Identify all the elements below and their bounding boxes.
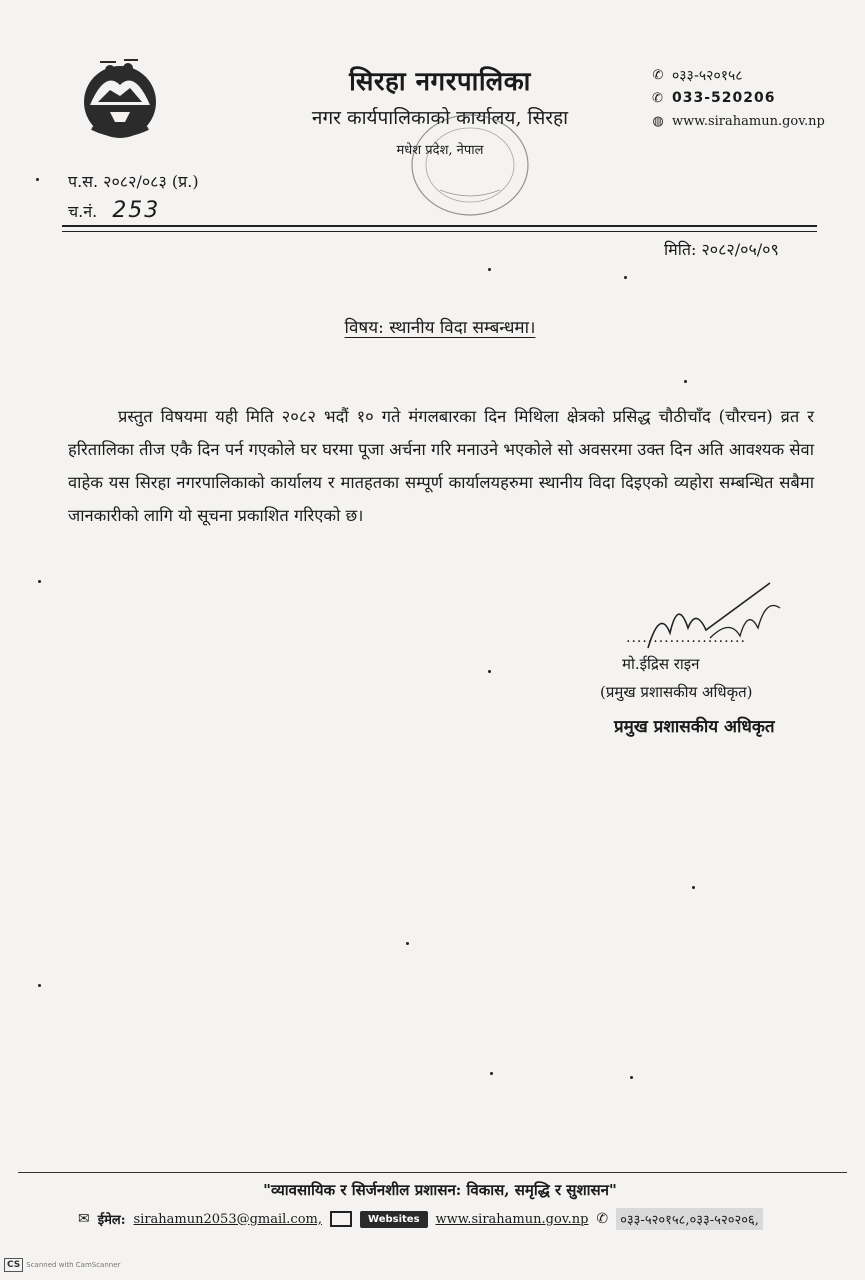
websites-label: Websites: [360, 1211, 428, 1228]
province-name: मधेश प्रदेश, नेपाल: [396, 143, 484, 158]
scan-watermark: [4, 1258, 120, 1272]
signatory-role: (प्रमुख प्रशासकीय अधिकृत): [600, 683, 753, 701]
phone-1-text: ०३३-५२०१५८: [672, 68, 743, 84]
footer-phones: ०३३-५२०१५८,०३३-५२०२०६,: [616, 1208, 763, 1230]
contact-phone-1: [650, 66, 743, 85]
footer-slogan: "व्यावसायिक र सिर्जनशील प्रशासन: विकास, समृद्धि र सुशासन": [263, 1181, 617, 1199]
phone-icon: ✆: [652, 68, 664, 83]
footer-rule: [18, 1172, 847, 1173]
monitor-icon: [330, 1211, 352, 1227]
mail-icon: ✉: [78, 1211, 90, 1227]
scan-speck: [630, 1076, 633, 1079]
national-emblem-icon: [70, 50, 170, 145]
contact-phone-2: [650, 90, 775, 106]
website-text[interactable]: www.sirahamun.gov.np: [672, 114, 825, 129]
signature-line: ......................: [626, 630, 746, 646]
signatory-name: मो.ईद्रिस राइन: [622, 655, 700, 673]
ps-value: २०८२/०८३ (प्र.): [103, 172, 199, 191]
phone-2-text: 033-520206: [672, 90, 776, 106]
email-label: ईमेल:: [97, 1213, 126, 1228]
scan-speck: [488, 268, 491, 271]
phone-icon: ✆: [596, 1211, 609, 1227]
scan-speck: [490, 1072, 493, 1075]
globe-icon: ◍: [652, 114, 664, 129]
phone-icon: ✆: [652, 90, 664, 106]
scan-speck: [488, 670, 491, 673]
scan-speck: [624, 276, 627, 279]
scan-text: Scanned with CamScanner: [26, 1261, 121, 1269]
ps-label: प.स.: [68, 172, 99, 191]
scan-speck: [692, 886, 695, 889]
cn-label: च.नं.: [68, 202, 98, 221]
org-title: सिरहा नगरपालिका: [349, 67, 531, 97]
letter-date: मिति: २०८२/०५/०९: [664, 240, 779, 259]
office-name: नगर कार्यपालिकाको कार्यालय, सिरहा: [311, 107, 569, 129]
chalani-number: [68, 198, 160, 223]
scan-speck: [684, 380, 687, 383]
contact-website: [650, 114, 825, 129]
letter-subject: विषय: स्थानीय विदा सम्बन्धमा।: [344, 318, 536, 338]
scan-speck: [406, 942, 409, 945]
letter-body: प्रस्तुत विषयमा यही मिति २०८२ भदौं १० गते मंगलबारका दिन मिथिला क्षेत्रको प्रसिद्ध चौठीचाँद (चौरचन) व्रत र हरितालिका तीज एकै दिन पर्न गएकोले घर घरमा पूजा अर्चना गरि मनाउने भएकोले सो अवसरमा उक्त दिन अति आवश्यक सेवा वाहेक यस सिरहा नगरपालिकाको कार्यालय र मातहतका सम्पूर्ण कार्यालयहरुमा स्थानीय विदा दिइएको व्यहोरा सम्बन्धित सबैमा जानकारीको लागि यो सूचना प्रकाशित गरिएको छ।: [68, 407, 814, 525]
email-link[interactable]: sirahamun2053@gmail.com,: [133, 1211, 323, 1227]
signatory-stamp: प्रमुख प्रशासकीय अधिकृत: [614, 717, 775, 737]
scan-speck: [36, 178, 39, 181]
office-stamp-icon: [400, 110, 530, 220]
scan-speck: [38, 984, 41, 987]
scan-badge: CS: [4, 1258, 23, 1272]
patra-sankhya: [68, 170, 199, 192]
cn-value: 253: [112, 198, 161, 223]
scan-speck: [38, 580, 41, 583]
footer-website-link[interactable]: www.sirahamun.gov.np: [435, 1211, 589, 1227]
header-rule-thin: [62, 231, 817, 232]
handwritten-signature-icon: [640, 578, 790, 658]
footer-contact: [78, 1208, 763, 1230]
header-rule: [62, 225, 817, 227]
